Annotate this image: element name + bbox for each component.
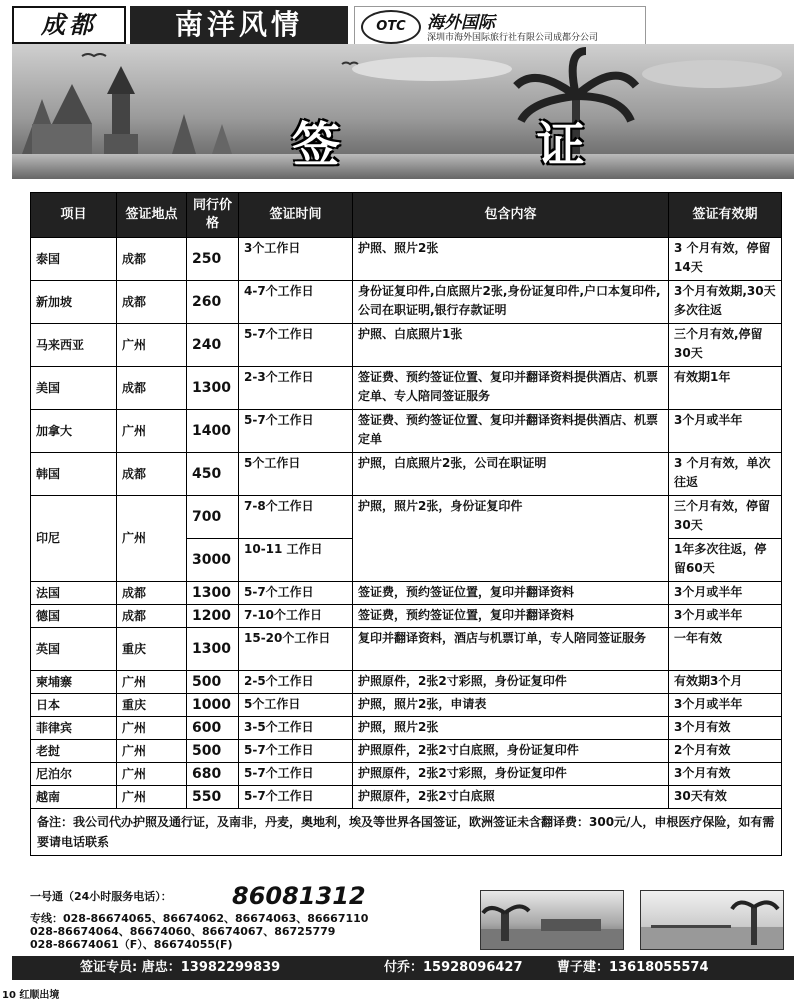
- phone-line: 专线：028-86674065、86674062、86674063、86667110: [30, 912, 369, 925]
- table-row: [31, 238, 782, 281]
- header: [12, 6, 794, 42]
- table-cell: 广州: [117, 410, 187, 453]
- agent-contact: 付乔：15928096427: [384, 960, 523, 975]
- table-cell: 600: [187, 717, 239, 740]
- table-cell: 1300: [187, 582, 239, 605]
- table-cell: 3个月有效: [669, 717, 782, 740]
- table-cell: 10-11 工作日: [239, 539, 353, 582]
- table-cell: 260: [187, 281, 239, 324]
- hotline-label: 一号通（24小时服务电话）：: [30, 890, 172, 903]
- table-cell: 成都: [117, 453, 187, 496]
- table-cell: 老挝: [31, 740, 117, 763]
- table-cell: 广州: [117, 786, 187, 809]
- table-cell: 3个月或半年: [669, 582, 782, 605]
- table-cell: 1200: [187, 605, 239, 628]
- table-cell: 2-3个工作日: [239, 367, 353, 410]
- table-cell: 成都: [117, 605, 187, 628]
- col-header: 包含内容: [353, 193, 669, 238]
- table-cell: 500: [187, 671, 239, 694]
- photo-resort-icon: [480, 890, 624, 950]
- table-row: [31, 628, 782, 671]
- company-name: 海外国际: [427, 13, 495, 33]
- agent-contact: 签证专员: 唐忠：13982299839: [80, 960, 281, 975]
- table-row: [31, 671, 782, 694]
- table-cell: 2-5个工作日: [239, 671, 353, 694]
- table-cell: 越南: [31, 786, 117, 809]
- table-cell: 重庆: [117, 694, 187, 717]
- table-cell: 5个工作日: [239, 694, 353, 717]
- table-cell: 护照，照片2张: [353, 717, 669, 740]
- company-sub: 深圳市海外国际旅行社有限公司成都分公司: [427, 33, 599, 43]
- table-cell: 3-5个工作日: [239, 717, 353, 740]
- otc-logo-icon: OTC: [361, 10, 421, 44]
- table-cell: 3 个月有效，单次往返: [669, 453, 782, 496]
- table-cell: 法国: [31, 582, 117, 605]
- table-cell: 尼泊尔: [31, 763, 117, 786]
- table-cell: 韩国: [31, 453, 117, 496]
- city-label: 成都: [12, 6, 126, 44]
- table-cell: 签证费，预约签证位置，复印并翻译资料: [353, 605, 669, 628]
- table-cell: 一年有效: [669, 628, 782, 671]
- hotline-number: 86081312: [232, 882, 366, 910]
- table-row: [31, 410, 782, 453]
- agent-contact: 曹子建：13618055574: [557, 960, 709, 975]
- table-cell: 7-10个工作日: [239, 605, 353, 628]
- table-cell: 有效期3个月: [669, 671, 782, 694]
- table-cell: 签证费、预约签证位置、复印并翻译资料提供酒店、机票定单: [353, 410, 669, 453]
- table-cell: 有效期1年: [669, 367, 782, 410]
- table-cell: 加拿大: [31, 410, 117, 453]
- table-cell: 5-7个工作日: [239, 324, 353, 367]
- phone-line: 028-86674064、86674060、86674067、86725779: [30, 925, 336, 938]
- table-row: [31, 367, 782, 410]
- table-cell: 美国: [31, 367, 117, 410]
- col-header: 同行价格: [187, 193, 239, 238]
- phone-line: 028-86674061（F）、86674055(F): [30, 938, 233, 951]
- table-cell: 700: [187, 496, 239, 539]
- table-cell: 成都: [117, 281, 187, 324]
- table-cell: 3个月或半年: [669, 410, 782, 453]
- note-row: [31, 809, 782, 856]
- table-cell: 680: [187, 763, 239, 786]
- table-cell: 3个月或半年: [669, 605, 782, 628]
- table-cell: 15-20个工作日: [239, 628, 353, 671]
- col-header: 签证地点: [117, 193, 187, 238]
- col-header: 签证时间: [239, 193, 353, 238]
- table-cell: 3个月有效: [669, 763, 782, 786]
- table-cell: 5-7个工作日: [239, 740, 353, 763]
- table-row: [31, 496, 782, 539]
- table-cell: 广州: [117, 717, 187, 740]
- table-cell: 泰国: [31, 238, 117, 281]
- table-cell: 菲律宾: [31, 717, 117, 740]
- col-header: 签证有效期: [669, 193, 782, 238]
- table-row: [31, 453, 782, 496]
- table-cell: 护照，照片2张，申请表: [353, 694, 669, 717]
- table-row: [31, 694, 782, 717]
- table-row: [31, 717, 782, 740]
- table-cell: 德国: [31, 605, 117, 628]
- table-row: [31, 740, 782, 763]
- table-cell: 三个月有效,停留30天: [669, 324, 782, 367]
- company-logo: [354, 6, 646, 46]
- table-cell: 30天有效: [669, 786, 782, 809]
- table-row: [31, 582, 782, 605]
- table-cell: 广州: [117, 763, 187, 786]
- table-cell: 成都: [117, 582, 187, 605]
- table-row: [31, 605, 782, 628]
- col-header: 项目: [31, 193, 117, 238]
- table-cell: 450: [187, 453, 239, 496]
- table-cell: 重庆: [117, 628, 187, 671]
- table-cell: 3个月或半年: [669, 694, 782, 717]
- table-cell: 3个工作日: [239, 238, 353, 281]
- table-cell: 550: [187, 786, 239, 809]
- phone-lines: [30, 912, 368, 951]
- page-number: 10 红顺出境: [2, 990, 60, 1001]
- table-cell: 护照、照片2张: [353, 238, 669, 281]
- table-row: [31, 786, 782, 809]
- banner: [12, 44, 794, 179]
- table-cell: 250: [187, 238, 239, 281]
- table-cell: 护照原件，2张2寸彩照，身份证复印件: [353, 763, 669, 786]
- table-cell: 护照原件，2张2寸白底照，身份证复印件: [353, 740, 669, 763]
- table-cell: 英国: [31, 628, 117, 671]
- table-cell: 5-7个工作日: [239, 582, 353, 605]
- table-cell: 成都: [117, 367, 187, 410]
- table-cell: 日本: [31, 694, 117, 717]
- table-cell: 3个月有效期,30天多次往返: [669, 281, 782, 324]
- table-cell: 240: [187, 324, 239, 367]
- visa-table: [30, 192, 781, 856]
- table-cell: 广州: [117, 324, 187, 367]
- table-cell: 护照，白底照片2张，公司在职证明: [353, 453, 669, 496]
- slogan: 南洋风情: [130, 6, 348, 44]
- table-cell: 签证费，预约签证位置，复印并翻译资料: [353, 582, 669, 605]
- table-cell: 三个月有效，停留30天: [669, 496, 782, 539]
- table-cell: 3000: [187, 539, 239, 582]
- table-cell: 护照原件，2张2寸彩照，身份证复印件: [353, 671, 669, 694]
- page-title: 签 证: [292, 117, 675, 173]
- table-cell: 500: [187, 740, 239, 763]
- table-cell: 1000: [187, 694, 239, 717]
- table-cell: 1300: [187, 628, 239, 671]
- table-cell: 护照、白底照片1张: [353, 324, 669, 367]
- table-cell: 复印并翻译资料，酒店与机票订单，专人陪同签证服务: [353, 628, 669, 671]
- table-cell: 广州: [117, 740, 187, 763]
- table-cell: 5-7个工作日: [239, 763, 353, 786]
- table-cell: 新加坡: [31, 281, 117, 324]
- photo-beach-icon: [640, 890, 784, 950]
- table-cell: 1300: [187, 367, 239, 410]
- table-cell: 广州: [117, 496, 187, 582]
- table-cell: 5个工作日: [239, 453, 353, 496]
- table-cell: 1400: [187, 410, 239, 453]
- agent-bar: [12, 956, 794, 980]
- table-cell: 3 个月有效，停留14天: [669, 238, 782, 281]
- table-cell: 5-7个工作日: [239, 786, 353, 809]
- table-cell: 成都: [117, 238, 187, 281]
- table-cell: 马来西亚: [31, 324, 117, 367]
- table-row: [31, 281, 782, 324]
- table-cell: 印尼: [31, 496, 117, 582]
- table-cell: 护照原件，2张2寸白底照: [353, 786, 669, 809]
- table-cell: 广州: [117, 671, 187, 694]
- table-cell: 柬埔寨: [31, 671, 117, 694]
- table-cell: 7-8个工作日: [239, 496, 353, 539]
- table-cell: 身份证复印件,白底照片2张,身份证复印件,户口本复印件,公司在职证明,银行存款证明: [353, 281, 669, 324]
- table-header-row: [31, 193, 782, 238]
- table-cell: 签证费、预约签证位置、复印并翻译资料提供酒店、机票定单、专人陪同签证服务: [353, 367, 669, 410]
- table-cell: 5-7个工作日: [239, 410, 353, 453]
- table-cell: 4-7个工作日: [239, 281, 353, 324]
- table-row: [31, 324, 782, 367]
- note-text: 备注：我公司代办护照及通行证，及南非，丹麦，奥地利，埃及等世界各国签证，欧洲签证未含翻译费：300元/人，申根医疗保险，如有需要请电话联系: [31, 809, 782, 856]
- table-cell: 1年多次往返，停留60天: [669, 539, 782, 582]
- table-row: [31, 763, 782, 786]
- table-cell: 护照，照片2张，身份证复印件: [353, 496, 669, 582]
- table-cell: 2个月有效: [669, 740, 782, 763]
